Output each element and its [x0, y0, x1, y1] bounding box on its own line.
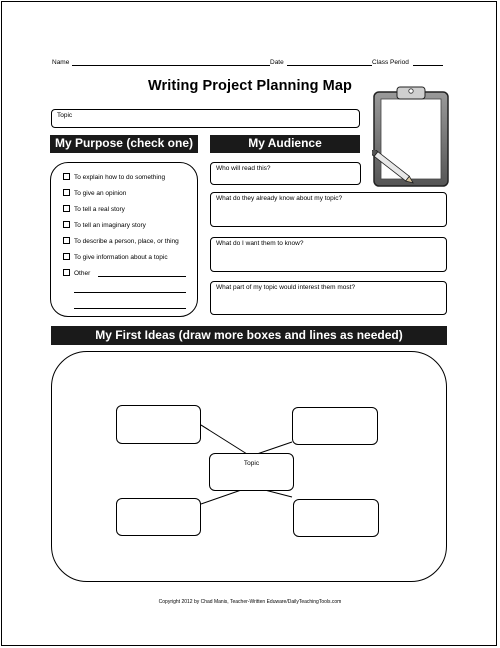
audience-question: What do they already know about my topic? [216, 195, 343, 202]
purpose-heading: My Purpose (check one) [50, 135, 198, 153]
idea-box-top-left[interactable] [116, 405, 201, 444]
audience-heading: My Audience [210, 135, 360, 153]
date-label: Date [270, 59, 284, 66]
idea-box-top-right[interactable] [292, 407, 378, 445]
idea-box-bottom-left[interactable] [116, 498, 201, 536]
worksheet-page [1, 1, 497, 646]
purpose-option-label: Other [74, 270, 91, 277]
page-title: Writing Project Planning Map [148, 78, 352, 94]
audience-question: What part of my topic would interest them most? [216, 284, 356, 291]
purpose-option-label: To explain how to do something [74, 174, 166, 181]
audience-question: Who will read this? [216, 165, 271, 172]
topic-label: Topic [57, 112, 73, 119]
center-topic-label: Topic [243, 460, 260, 467]
purpose-option-label: To give information about a topic [74, 254, 168, 261]
purpose-option-label: To give an opinion [74, 190, 127, 197]
purpose-option-label: To tell an imaginary story [74, 222, 146, 229]
connector-lines [2, 2, 498, 647]
purpose-option-label: To tell a real story [74, 206, 125, 213]
copyright-footer: Copyright 2012 by Chad Manis, Teacher-Written Eduware/DailyTeachingTools.com [158, 599, 342, 605]
name-label: Name [52, 59, 70, 66]
ideas-heading: My First Ideas (draw more boxes and lines as needed) [51, 326, 447, 345]
idea-box-center-topic[interactable] [209, 453, 294, 491]
purpose-option-label: To describe a person, place, or thing [74, 238, 179, 245]
class-period-label: Class Period [372, 59, 409, 66]
audience-question: What do I want them to know? [216, 240, 304, 247]
idea-box-bottom-right[interactable] [293, 499, 379, 537]
